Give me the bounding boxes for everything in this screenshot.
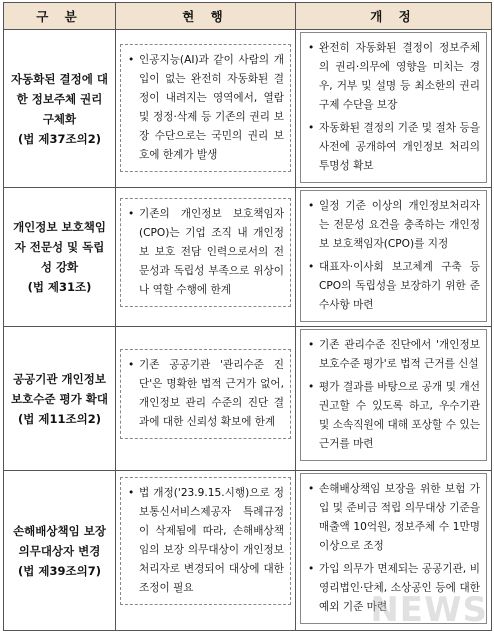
header-row	[4, 3, 492, 30]
category-line: 공공기관 개인정보	[13, 371, 106, 386]
revised-item: • 기존 관리수준 진단에서 '개인정보 보호수준 평가'로 법적 근거를 신설	[307, 336, 480, 374]
current-item: • 기존 공공기관 '관리수준 진단'은 명확한 법적 근거가 없어, 개인정보 관리 수준의 진단 결과에 대한 신뢰성 확보에 한계	[127, 356, 284, 432]
header-current: 현 행	[116, 3, 296, 30]
row-category	[4, 188, 116, 327]
news-watermark: NEWS	[370, 590, 488, 630]
row-category	[4, 30, 116, 188]
revised-item: • 완전히 자동화된 결정이 정보주체의 권리·의무에 영향을 미치는 경우, 거부 및 설명 등 최소한의 권리 구제 수단을 보장	[307, 39, 480, 115]
revised-item: • 손해배상책임 보장을 위한 보험 가입 및 준비금 적립 의무대상 기준을 매출액 10억원, 정보주체 수 1만명 이상으로 조정	[307, 480, 480, 556]
law-reference: (법 제31조)	[27, 280, 92, 294]
category-line: 개인정보 보호책임	[13, 220, 106, 234]
row-category	[4, 471, 116, 631]
revised-cell	[296, 327, 492, 471]
category-line: 자동화된 결정에 대	[11, 71, 108, 86]
current-item: • 기존의 개인정보 보호책임자(CPO)는 기업 조직 내 개인정보 보호 전담 인력으로서의 전문성과 독립성 부족으로 위상이나 역할 수행에 한계	[127, 205, 284, 300]
category-line: 한 정보주체 권리	[16, 91, 103, 106]
current-cell	[116, 327, 296, 471]
category-line: 성 강화	[40, 260, 79, 274]
row-category	[4, 327, 116, 471]
law-reference: (법 제11조의2)	[18, 411, 101, 426]
law-reference: (법 제37조의2)	[18, 131, 101, 146]
table-row	[4, 327, 492, 471]
category-line: 구체화	[42, 111, 77, 126]
category-line: 보호수준 평가 확대	[11, 391, 108, 406]
revised-item: • 가입 의무가 면제되는 공공기관, 비영리법인·단체, 소상공인 등에 대한 예외 기준 마련	[307, 560, 480, 617]
current-cell	[116, 30, 296, 188]
table-row	[4, 471, 492, 631]
revised-item: • 평가 결과를 바탕으로 공개 및 개선 권고할 수 있도록 하고, 우수기관 및 소속직원에 대해 포상할 수 있는 근거를 마련	[307, 378, 480, 454]
category-line: 손해배상책임 보장	[13, 523, 106, 538]
category-line: 의무대상자 변경	[18, 543, 101, 558]
header-revised: 개 정	[296, 3, 492, 30]
revised-cell	[296, 30, 492, 188]
current-item: • 법 개정('23.9.15.시행)으로 정보통신서비스제공자 특례규정이 삭제됨에 따라, 손해배상책임의 보장 의무대상이 개인정보처리자로 변경되어 대상에 대한 조정이 필요	[127, 484, 284, 598]
current-cell	[116, 188, 296, 327]
revised-item: • 자동화된 결정의 기준 및 절차 등을 사전에 공개하여 개인정보 처리의 투명성 확보	[307, 119, 480, 176]
revised-item: • 일정 기준 이상의 개인정보처리자는 전문성 요건을 충족하는 개인정보 보호책임자(CPO)를 지정	[307, 197, 480, 254]
header-category: 구 분	[4, 3, 116, 30]
current-item: • 인공지능(AI)과 같이 사람의 개입이 없는 완전히 자동화된 결정이 내려지는 영역에서, 열람 및 정정·삭제 등 기존의 권리 보장 수단으로는 국민의 권리 보호에 한계가 발생	[127, 51, 284, 165]
current-cell	[116, 471, 296, 631]
revised-cell	[296, 471, 492, 631]
comparison-table	[3, 2, 492, 631]
revised-item: • 대표자·이사회 보고체계 구축 등 CPO의 독립성을 보장하기 위한 준수사항 마련	[307, 258, 480, 315]
table-row	[4, 30, 492, 188]
category-line: 자 전문성 및 독립	[14, 240, 105, 254]
law-reference: (법 제39조의7)	[18, 563, 101, 578]
revised-cell	[296, 188, 492, 327]
table-row	[4, 188, 492, 327]
